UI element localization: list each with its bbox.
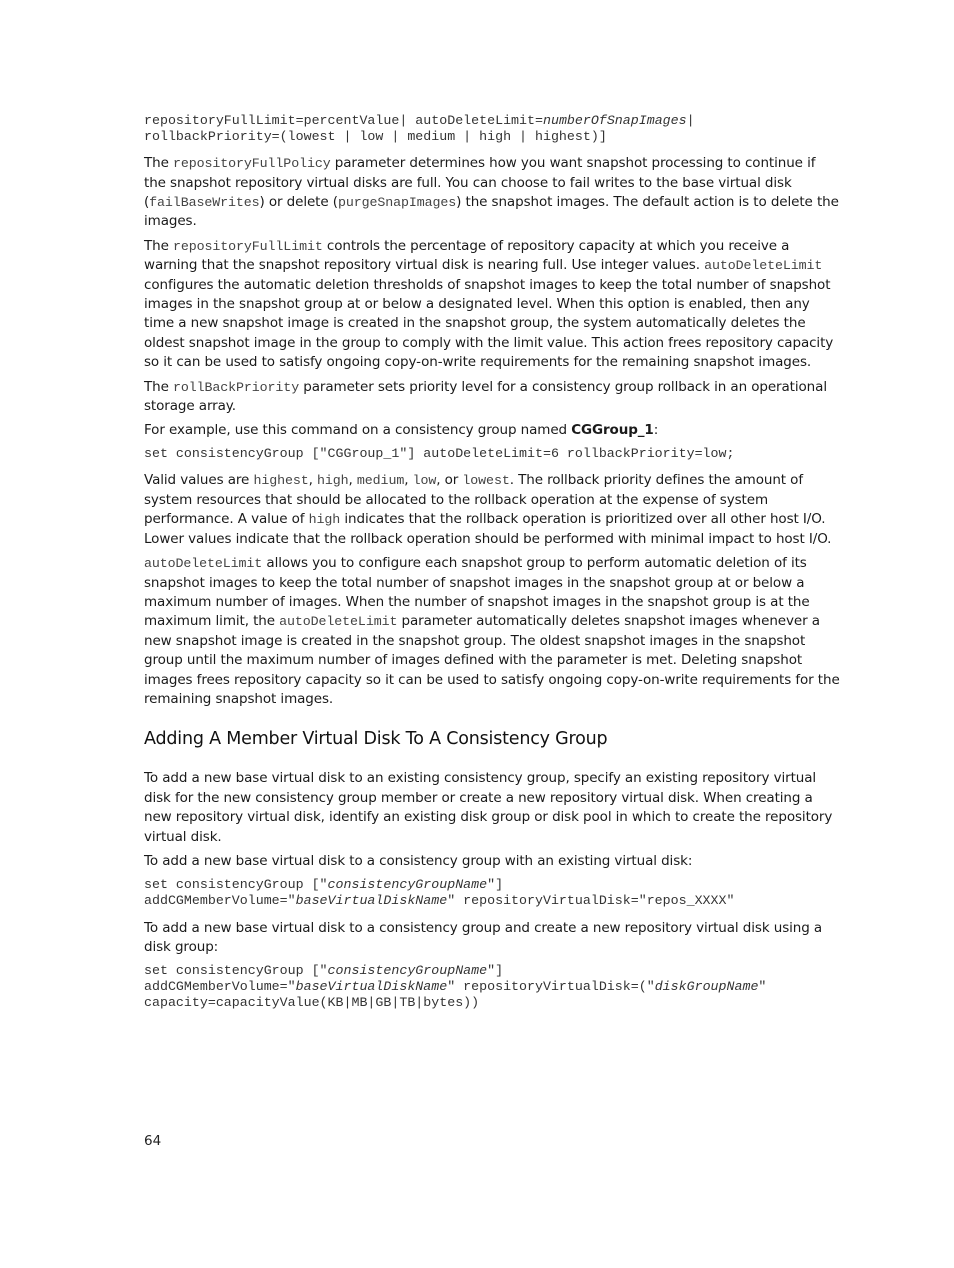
paragraph-existing-disk: To add a new base virtual disk to a consistency group with an existing virtual disk: (144, 852, 693, 869)
code-block-repository-limits (144, 113, 840, 144)
paragraph-new-repository: To add a new base virtual disk to a consistency group and create a new repository virtual disk using a disk group: (144, 919, 823, 955)
inline-code: autoDeleteLimit (279, 614, 398, 630)
inline-code: failBaseWrites (149, 195, 260, 210)
code-block-existing-disk: set consistencyGroup ["consistencyGroupName"] addCGMemberVolume="baseVirtualDiskName" repositoryVirtualDisk="repos_XXXX" (144, 877, 735, 908)
code-placeholder: numberOfSnapImages (542, 113, 687, 128)
code-placeholder: consistencyGroupName (327, 963, 488, 979)
code-text: repositoryFullLimit=percentValue| autoDeleteLimit= (144, 113, 543, 128)
paragraph-valid-values: Valid values are highest, high, medium, low, or lowest. The rollback priority defines the amount of system resources that should be allocated to the rollback operation at the expense of system performance. A value of high indicates that the rollback operation is prioritized over all other host I/O. Lower values indicate that the rollback operation should be performed with minimal impact to host I/O. (144, 472, 832, 547)
paragraph-repository-full-policy: The repositoryFullPolicy parameter determines how you want snapshot processing to continue if the snapshot repository virtual disks are full. You can choose to fail writes to the base virtual disk (failBaseWrites) or delete (purgeSnapImages) the snapshot images. The default action is to delete the images. (144, 155, 839, 230)
code-block-example (144, 446, 840, 462)
code-text: set consistencyGroup ["CGGroup_1"] autoDeleteLimit=6 rollbackPriority=low; (144, 445, 735, 461)
page-content (144, 113, 840, 1020)
page-number: 64 (144, 1133, 162, 1149)
paragraph-rollback-priority: The rollBackPriority parameter sets priority level for a consistency group rollback in an operational storage array. (144, 378, 827, 415)
paragraph-auto-delete-limit: autoDeleteLimit allows you to configure each snapshot group to perform automatic deletion of its snapshot images to keep the total number of snapshot images in the snapshot group at or below a maximum number of images. When the number of snapshot images in the snapshot group is at the maximum limit, the autoDeleteLimit parameter automatically deletes snapshot images whenever a new snapshot image is created in the snapshot group. The oldest snapshot images in the snapshot group until the maximum number of images defined with the parameter is met. Deleting snapshot images frees repository capacity so it can be used to satisfy ongoing copy-on-write requirements for the remaining snapshot images. (144, 555, 840, 707)
code-placeholder: consistencyGroupName (327, 877, 488, 893)
inline-code: autoDeleteLimit (144, 556, 263, 572)
code-placeholder: baseVirtualDiskName (295, 892, 448, 908)
code-placeholder: diskGroupName (654, 978, 759, 994)
paragraph-add-member-intro: To add a new base virtual disk to an existing consistency group, specify an existing repository virtual disk for the new consistency group member or create a new repository virtual disk. When creating a new repository virtual disk, identify an existing disk group or disk pool in which to create the repository virtual disk. (144, 770, 833, 845)
paragraph-example-intro: For example, use this command on a consistency group named CGGroup_1: (144, 422, 659, 439)
code-placeholder: baseVirtualDiskName (295, 978, 448, 994)
code-block-new-repository: set consistencyGroup ["consistencyGroupName"] addCGMemberVolume="baseVirtualDiskName" repositoryVirtualDisk=("diskGroupName" capacity=capacityValue(KB|MB|GB|TB|bytes)) (144, 963, 767, 1010)
inline-code: autoDeleteLimit (704, 258, 823, 274)
code-text: rollbackPriority=(lowest | low | medium | high | highest)] (144, 128, 607, 144)
inline-code: repositoryFullLimit (173, 238, 323, 254)
paragraph-repository-full-limit: The repositoryFullLimit controls the percentage of repository capacity at which you receive a warning that the snapshot repository virtual disk is nearing full. Use integer values. autoDeleteLimit configures the automatic deletion thresholds of snapshot images to keep the total number of snapshot images in the snapshot group at or below a designated level. When this option is enabled, then any time a new snapshot image is created in the snapshot group, the system automatically deletes the oldest snapshot image in the group to comply with the limit value. This action frees repository capacity so it can be used to satisfy ongoing copy-on-write requirements for the remaining snapshot images. (144, 237, 834, 371)
section-heading: Adding A Member Virtual Disk To A Consistency Group (144, 729, 608, 750)
bold-term: CGGroup_1 (571, 422, 654, 439)
inline-code: rollBackPriority (173, 379, 300, 395)
inline-code: purgeSnapImages (337, 195, 457, 210)
code-text: | (686, 113, 695, 128)
inline-code: repositoryFullPolicy (173, 156, 331, 172)
